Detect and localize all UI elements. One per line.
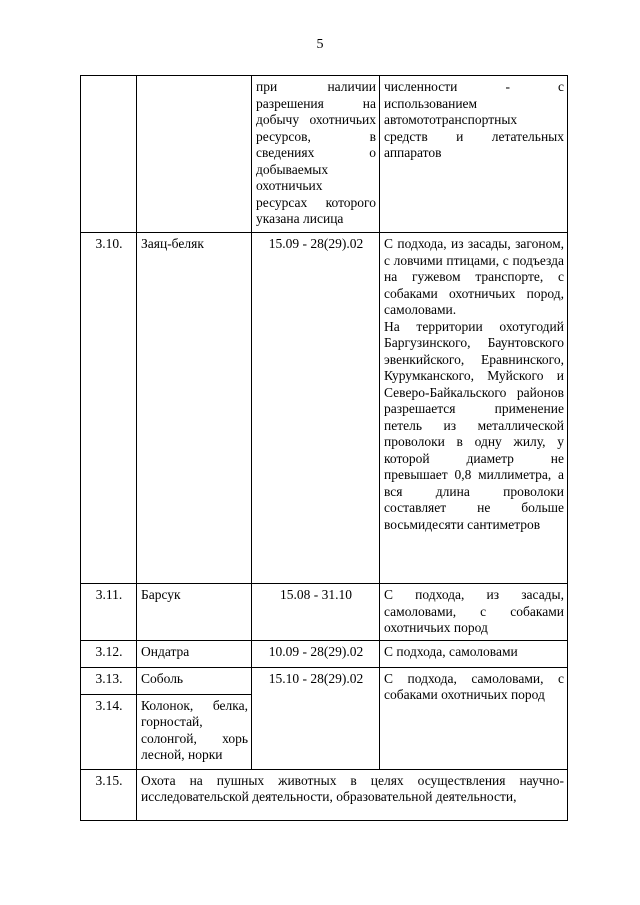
table-row [81, 640, 568, 667]
cell-species: Заяц-беляк [137, 233, 252, 584]
table-row [81, 233, 568, 584]
cell-number: 3.14. [81, 694, 137, 769]
cell-number [81, 76, 137, 233]
cell-method: численности - с использованием автомототранспортных средств и летательных аппаратов [380, 76, 568, 233]
cell-number: 3.10. [81, 233, 137, 584]
table-row [81, 76, 568, 233]
cell-species: Ондатра [137, 640, 252, 667]
cell-method: С подхода, из засады, самоловами, с собаками охотничьих пород [380, 584, 568, 641]
cell-method [380, 233, 568, 584]
cell-number: 3.15. [81, 769, 137, 820]
page-number: 5 [316, 37, 324, 52]
cell-species: Соболь [137, 667, 252, 694]
cell-period: 15.10 - 28(29).02 [252, 667, 380, 769]
cell-method: С подхода, самоловами, с собаками охотничьих пород [380, 667, 568, 769]
cell-description: Охота на пушных животных в целях осуществления научно-исследовательской деятельности, образовательной деятельности, [137, 769, 568, 820]
table-row [81, 769, 568, 820]
hunting-regulations-table [80, 75, 568, 821]
cell-period: при наличии разрешения на добычу охотничьих ресурсов, в сведениях о добываемых охотничьих ресурсах которого указана лисица [252, 76, 380, 233]
cell-species: Барсук [137, 584, 252, 641]
cell-species: Колонок, белка, горностай, солонгой, хорь лесной, норки [137, 694, 252, 769]
table-row [81, 667, 568, 694]
cell-method: С подхода, самоловами [380, 640, 568, 667]
method-text: С подхода, из засады, загоном, с ловчими птицами, с подъезда на гужевом транспорте, с собаками охотничьих пород, самоловами. [384, 236, 564, 317]
cell-species [137, 76, 252, 233]
cell-number: 3.12. [81, 640, 137, 667]
cell-period: 15.09 - 28(29).02 [252, 233, 380, 584]
cell-number: 3.13. [81, 667, 137, 694]
cell-period: 15.08 - 31.10 [252, 584, 380, 641]
cell-number: 3.11. [81, 584, 137, 641]
table-row [81, 584, 568, 641]
method-note: На территории охотугодий Баргузинского, Баунтовского эвенкийского, Еравнинского, Курумканского, Муйского и Северо-Байкальского районов разрешается применение петель из металлической проволоки в одну жилу, у которой диаметр не превышает 0,8 миллиметра, а вся длина проволоки составляет не больше восьмидесяти сантиметров [384, 318, 564, 532]
cell-period: 10.09 - 28(29).02 [252, 640, 380, 667]
